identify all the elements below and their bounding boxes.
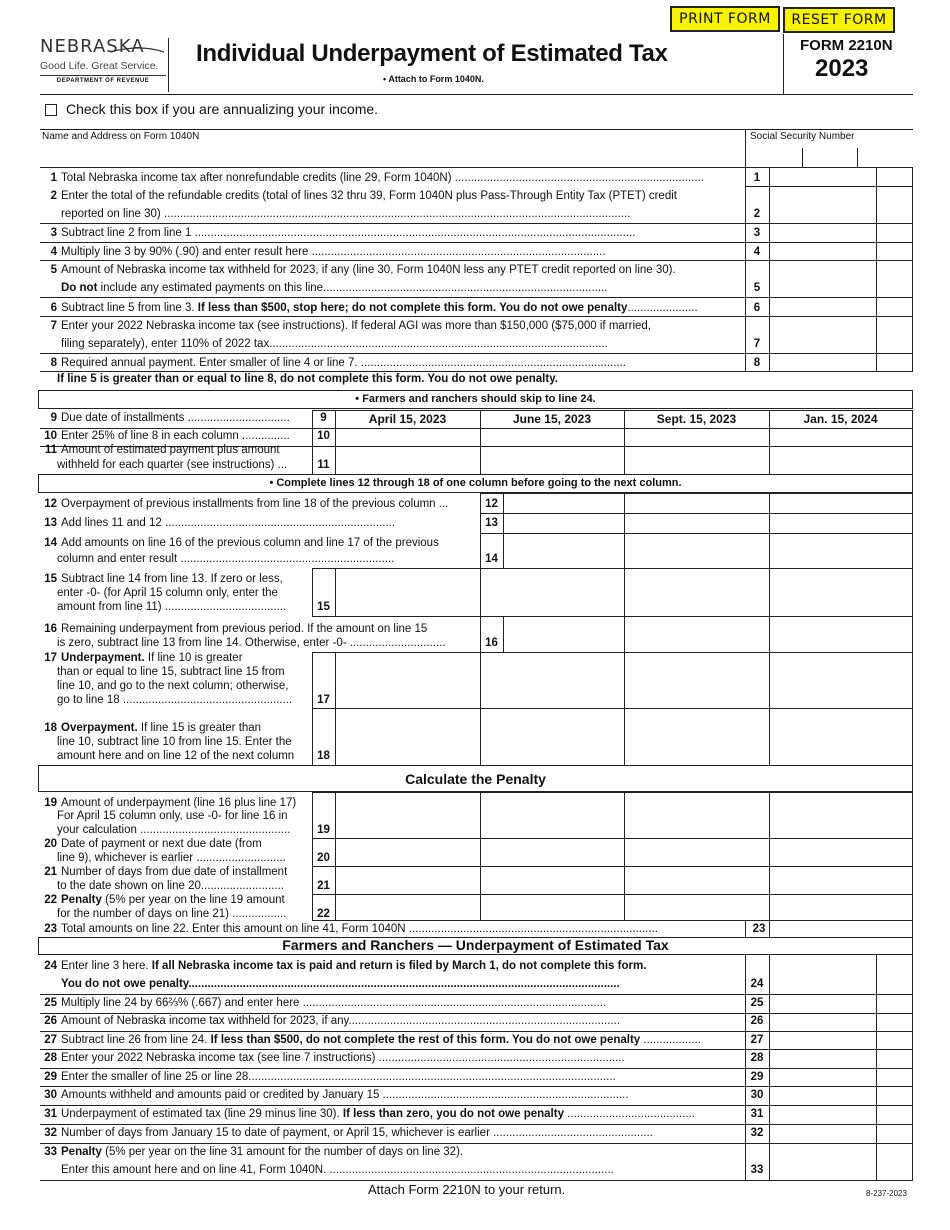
line-8-row bbox=[40, 357, 743, 369]
line-22-text-cont bbox=[57, 908, 310, 920]
line-box-15: 15 bbox=[317, 601, 330, 613]
line-text: Enter 25% of line 8 in each column ............... bbox=[61, 430, 290, 442]
amount-field-line-24[interactable] bbox=[770, 975, 875, 993]
line-21-field-col-1[interactable] bbox=[336, 867, 479, 893]
amount-field-line-26[interactable] bbox=[770, 1012, 875, 1030]
line-text: for the number of days on line 21) ................. bbox=[57, 908, 287, 920]
cents-field-line-24[interactable] bbox=[877, 975, 912, 993]
amount-field-line-30[interactable] bbox=[770, 1086, 875, 1104]
line-number: 14 bbox=[44, 537, 57, 549]
line-text: go to line 18 ..................................................... bbox=[57, 694, 293, 706]
line-number: 1 bbox=[50, 172, 57, 184]
line-16-row bbox=[40, 623, 460, 635]
line-11-field-col-4[interactable] bbox=[770, 447, 911, 473]
line-11-row bbox=[40, 444, 310, 456]
line-22-field-col-4[interactable] bbox=[770, 895, 911, 919]
line-11-field-col-1[interactable] bbox=[336, 447, 479, 473]
line-box-14: 14 bbox=[485, 553, 498, 565]
line-text: For April 15 column only, use -0- for line 16 in bbox=[57, 810, 288, 822]
line-16-field-col-3[interactable] bbox=[770, 617, 911, 651]
cents-field-line-3[interactable] bbox=[877, 224, 912, 242]
amount-field-line-7[interactable] bbox=[770, 335, 875, 353]
line-number: 21 bbox=[44, 866, 57, 878]
line-box-23: 23 bbox=[752, 923, 766, 935]
line-number: 6 bbox=[50, 302, 57, 314]
line-text-cont: withheld for each quarter (see instructions) ... bbox=[57, 459, 288, 471]
line-24-row bbox=[40, 978, 743, 990]
due-date-3: Sept. 15, 2023 bbox=[656, 412, 737, 426]
line-17-text-cont bbox=[57, 680, 295, 692]
line-text: Add lines 11 and 12 ........................................................................ bbox=[61, 517, 396, 529]
line-5-row bbox=[40, 282, 743, 294]
cents-field-line-5[interactable] bbox=[877, 279, 912, 297]
line-text: Subtract line 14 from line 13. If zero or less, bbox=[61, 573, 283, 585]
logo-dept: DEPARTMENT OF REVENUE bbox=[56, 78, 150, 84]
line-number: 7 bbox=[50, 320, 57, 332]
reset-form-button[interactable]: RESET FORM bbox=[783, 7, 895, 33]
line-number: 17 bbox=[44, 652, 57, 664]
attach-note: • Attach to Form 1040N. bbox=[383, 74, 484, 84]
line-number: 16 bbox=[44, 623, 57, 635]
line-29-row bbox=[40, 1071, 743, 1083]
line-15-text-cont bbox=[57, 587, 295, 599]
line-text: Number of days from January 15 to date of payment, or April 15, whichever is earlier .................................................. bbox=[61, 1127, 653, 1139]
line-20-row bbox=[40, 838, 310, 850]
line-number: 33 bbox=[44, 1146, 57, 1158]
line-17-row bbox=[40, 652, 295, 664]
line-number: 11 bbox=[44, 444, 57, 456]
amount-field-line-4[interactable] bbox=[770, 243, 875, 261]
line-text: Remaining underpayment from previous period. If the amount on line 15 bbox=[61, 623, 428, 635]
line-number: 18 bbox=[44, 722, 57, 734]
line-13-field-col-3[interactable] bbox=[770, 514, 911, 532]
line-text: line 9), whichever is earlier ............................ bbox=[57, 852, 286, 864]
line-14-field-col-1[interactable] bbox=[504, 534, 623, 567]
amount-field-line-5[interactable] bbox=[770, 279, 875, 297]
line-bold: Penalty bbox=[61, 894, 102, 906]
line-number: 25 bbox=[44, 997, 57, 1009]
line-18-field-col-2[interactable] bbox=[481, 709, 623, 764]
line-text: Enter the smaller of line 25 or line 28................................................................................................................... bbox=[61, 1071, 616, 1083]
line-number: 32 bbox=[44, 1127, 57, 1139]
amount-field-line-1[interactable] bbox=[770, 169, 875, 187]
form-id: FORM 2210N bbox=[800, 37, 893, 54]
line-19-field-col-3[interactable] bbox=[625, 793, 768, 837]
line-box-11: 11 bbox=[317, 459, 330, 471]
line-19-field-col-4[interactable] bbox=[770, 793, 911, 837]
line-text: Overpayment of previous installments from line 18 of the previous column ... bbox=[61, 498, 449, 510]
line-box-30: 30 bbox=[750, 1089, 764, 1101]
line-22-field-col-3[interactable] bbox=[625, 895, 768, 919]
line-8-note: If line 5 is greater than or equal to line 8, do not complete this form. You do not owe penalty. bbox=[57, 373, 558, 385]
line-6-row bbox=[40, 302, 743, 314]
cents-field-line-33[interactable] bbox=[877, 1161, 912, 1179]
line-12-field-col-2[interactable] bbox=[625, 494, 768, 512]
line-number: 27 bbox=[44, 1034, 57, 1046]
line-28-row bbox=[40, 1052, 743, 1064]
farmers-skip-text: • Farmers and ranchers should skip to line 24. bbox=[355, 393, 596, 405]
line-11-field-col-2[interactable] bbox=[481, 447, 623, 473]
due-date-4: Jan. 15, 2024 bbox=[803, 412, 878, 426]
line-box-10: 10 bbox=[317, 430, 330, 442]
line-17-field-col-1[interactable] bbox=[336, 653, 479, 707]
cents-field-line-30[interactable] bbox=[877, 1086, 912, 1104]
line-text: amount here and on line 12 of the next column bbox=[57, 750, 295, 762]
line-10-field-col-3[interactable] bbox=[625, 429, 768, 445]
line-22-field-col-2[interactable] bbox=[481, 895, 623, 919]
page-title: Individual Underpayment of Estimated Tax bbox=[196, 40, 668, 67]
line-10-row bbox=[40, 430, 310, 442]
line-16-field-col-1[interactable] bbox=[504, 617, 623, 651]
line-box-7: 7 bbox=[753, 338, 761, 350]
line-4-row bbox=[40, 246, 743, 258]
line-20-field-col-4[interactable] bbox=[770, 839, 911, 865]
line-21-row bbox=[40, 866, 310, 878]
line-17-field-col-3[interactable] bbox=[625, 653, 768, 707]
line-7-row bbox=[40, 338, 743, 350]
line-10-field-col-1[interactable] bbox=[336, 429, 479, 445]
line-2-row bbox=[40, 208, 743, 220]
line-text: than or equal to line 15, subtract line 15 from bbox=[57, 666, 285, 678]
line-text: your calculation ............................................... bbox=[57, 824, 291, 836]
line-number: 26 bbox=[44, 1015, 57, 1027]
line-17-field-col-2[interactable] bbox=[481, 653, 623, 707]
line-text: Total Nebraska income tax after nonrefundable credits (line 29, Form 1040N) .............................................................................. bbox=[61, 172, 704, 184]
line-box-24: 24 bbox=[750, 978, 764, 990]
amount-field-line-27[interactable] bbox=[770, 1031, 875, 1049]
logo-text: NEBRASKA bbox=[40, 36, 145, 57]
line-13-field-col-1[interactable] bbox=[504, 514, 623, 532]
line-number: 22 bbox=[44, 894, 57, 906]
line-text: Date of payment or next due date (from bbox=[61, 838, 262, 850]
logo-swoosh-icon bbox=[40, 46, 166, 56]
line-32-row bbox=[40, 1127, 743, 1139]
line-10-field-col-4[interactable] bbox=[770, 429, 911, 445]
line-text: Enter line 3 here. If all Nebraska income tax is paid and return is filed by March 1, do not complete this form. bbox=[61, 960, 647, 972]
line-number: 4 bbox=[50, 246, 57, 258]
line-box-4: 4 bbox=[753, 246, 761, 258]
cents-field-line-7[interactable] bbox=[877, 335, 912, 353]
line-text: (5% per year on the line 19 amount bbox=[101, 894, 285, 906]
line-33-row bbox=[40, 1146, 743, 1158]
amount-field-line-25[interactable] bbox=[770, 994, 875, 1012]
line-text: Subtract line 5 from line 3. If less than $500, stop here; do not complete this form. You do not owe penalty...................... bbox=[61, 302, 698, 314]
line-text: Enter this amount here and on line 41, Form 1040N. ......................................................................................... bbox=[61, 1164, 614, 1176]
line-24-row bbox=[40, 960, 743, 972]
line-box-1: 1 bbox=[753, 172, 761, 184]
line-15-row bbox=[40, 573, 295, 585]
line-number: 24 bbox=[44, 960, 57, 972]
line-text: amount from line 11) ...................................... bbox=[57, 601, 287, 613]
line-box-20: 20 bbox=[317, 852, 330, 864]
cents-field-line-1[interactable] bbox=[877, 169, 912, 187]
line-box-21: 21 bbox=[317, 880, 330, 892]
line-text: Enter your 2022 Nebraska income tax (see line 7 instructions) ............................................................................. bbox=[61, 1052, 625, 1064]
line-23-row bbox=[40, 923, 745, 935]
line-20-field-col-1[interactable] bbox=[336, 839, 479, 865]
line-box-3: 3 bbox=[753, 227, 761, 239]
line-box-27: 27 bbox=[750, 1034, 764, 1046]
line-18-text-cont bbox=[57, 736, 295, 748]
line-text: is zero, subtract line 13 from line 14. Otherwise, enter -0- .............................. bbox=[57, 637, 446, 649]
line-15-field-col-4[interactable] bbox=[770, 569, 911, 615]
line-20-field-col-3[interactable] bbox=[625, 839, 768, 865]
line-12-row bbox=[40, 498, 460, 510]
line-text: Amounts withheld and amounts paid or credited by January 15 ............................................................................. bbox=[61, 1089, 629, 1101]
line-text: Enter the total of the refundable credits (total of lines 32 thru 39, Form 1040N plus Pass-Through Entity Tax (PTET) credit bbox=[61, 190, 677, 202]
line-box-18: 18 bbox=[317, 750, 330, 762]
cents-field-line-29[interactable] bbox=[877, 1068, 912, 1086]
line-21-field-col-4[interactable] bbox=[770, 867, 911, 893]
amount-field-line-31[interactable] bbox=[770, 1105, 875, 1123]
line-23-total-field[interactable] bbox=[770, 920, 912, 937]
line-14-text-cont bbox=[57, 553, 460, 565]
line-12-field-col-1[interactable] bbox=[504, 494, 623, 512]
line-2-row bbox=[40, 190, 743, 202]
amount-field-line-33[interactable] bbox=[770, 1161, 875, 1179]
line-31-row bbox=[40, 1108, 743, 1120]
line-text: You do not owe penalty....................................................................................................................................... bbox=[61, 978, 620, 990]
line-box-31: 31 bbox=[750, 1108, 764, 1120]
line-22-field-col-1[interactable] bbox=[336, 895, 479, 919]
line-text: Amount of estimated payment plus amount bbox=[61, 444, 280, 456]
line-number: 31 bbox=[44, 1108, 57, 1120]
name-address-field[interactable] bbox=[40, 143, 744, 167]
line-text: enter -0- (for April 15 column only, enter the bbox=[57, 587, 278, 599]
line-number: 3 bbox=[50, 227, 57, 239]
line-text: Required annual payment. Enter smaller of line 4 or line 7. ................................................................................... bbox=[61, 357, 626, 369]
line-14-row bbox=[40, 537, 460, 549]
line-22-row bbox=[40, 894, 310, 906]
line-text: line 10, and go to the next column; otherwise, bbox=[57, 680, 289, 692]
line-box-22: 22 bbox=[317, 908, 330, 920]
line-1-row bbox=[40, 172, 743, 184]
line-27-row bbox=[40, 1034, 743, 1046]
line-number: 13 bbox=[44, 517, 57, 529]
line-number: 28 bbox=[44, 1052, 57, 1064]
line-15-field-col-3[interactable] bbox=[625, 569, 768, 615]
line-text: column and enter result ................................................................... bbox=[57, 553, 395, 565]
line-11-field-col-3[interactable] bbox=[625, 447, 768, 473]
line-box-12: 12 bbox=[485, 498, 498, 510]
line-text: Amount of underpayment (line 16 plus line 17) bbox=[61, 797, 297, 809]
line-number: 10 bbox=[44, 430, 57, 442]
line-3-row bbox=[40, 227, 743, 239]
amount-field-line-2[interactable] bbox=[770, 205, 875, 223]
line-box-16: 16 bbox=[485, 637, 498, 649]
line-text: Due date of installments ................................ bbox=[61, 412, 290, 424]
line-text: line 10, subtract line 10 from line 15. Enter the bbox=[57, 736, 292, 748]
line-30-row bbox=[40, 1089, 743, 1101]
cents-field-line-25[interactable] bbox=[877, 994, 912, 1012]
line-text: Subtract line 26 from line 24. If less than $500, do not complete the rest of this form. You do not owe penalty .................. bbox=[61, 1034, 701, 1046]
line-text: Multiply line 24 by 66⅔% (.667) and enter here ............................................................................................... bbox=[61, 997, 607, 1009]
line-13-field-col-2[interactable] bbox=[625, 514, 768, 532]
line-16-text-cont bbox=[57, 637, 460, 649]
line-box-13: 13 bbox=[485, 517, 498, 529]
line-26-row bbox=[40, 1015, 743, 1027]
line-18-row bbox=[40, 722, 295, 734]
line-box-2: 2 bbox=[753, 208, 761, 220]
line-text: If line 10 is greater bbox=[144, 652, 243, 664]
logo-tagline: Good Life. Great Service. bbox=[40, 60, 159, 72]
line-number: 15 bbox=[44, 573, 57, 585]
line-7-row bbox=[40, 320, 743, 332]
line-box-19: 19 bbox=[317, 824, 330, 836]
line-17-field-col-4[interactable] bbox=[770, 653, 911, 707]
line-text: to the date shown on line 20.......................... bbox=[57, 880, 284, 892]
form-year: 2023 bbox=[815, 55, 869, 82]
line-15-text-cont bbox=[57, 601, 295, 613]
line-18-field-col-3[interactable] bbox=[625, 709, 768, 764]
line-18-field-col-4[interactable] bbox=[770, 709, 911, 764]
cents-field-line-32[interactable] bbox=[877, 1124, 912, 1142]
due-date-1: April 15, 2023 bbox=[368, 412, 447, 426]
line-number: 19 bbox=[44, 797, 57, 809]
line-number: 23 bbox=[44, 923, 57, 935]
line-text: Do not include any estimated payments on this line......................................................................................... bbox=[61, 282, 608, 294]
line-13-row bbox=[40, 517, 460, 529]
line-17-text-cont bbox=[57, 694, 295, 706]
cents-field-line-6[interactable] bbox=[877, 299, 912, 317]
line-text: Enter your 2022 Nebraska income tax (see instructions). If federal AGI was more than $150,000 ($75,000 if married, bbox=[61, 320, 651, 332]
line-19-row bbox=[40, 797, 310, 809]
line-19-text-cont bbox=[57, 824, 310, 836]
line-text: Amount of Nebraska income tax withheld for 2023, if any..................................................................................... bbox=[61, 1015, 621, 1027]
line-33-row bbox=[40, 1164, 743, 1176]
form-code: 8-237-2023 bbox=[866, 1189, 907, 1198]
line-20-field-col-2[interactable] bbox=[481, 839, 623, 865]
line-box-6: 6 bbox=[753, 302, 761, 314]
line-box-25: 25 bbox=[750, 997, 764, 1009]
annualize-label: Check this box if you are annualizing your income. bbox=[66, 101, 379, 117]
line-text: Subtract line 2 from line 1 .......................................................................................................................................... bbox=[61, 227, 636, 239]
print-form-button[interactable]: PRINT FORM bbox=[670, 6, 780, 32]
amount-field-line-8[interactable] bbox=[770, 354, 875, 372]
line-15-field-col-1[interactable] bbox=[336, 569, 479, 615]
line-text: Penalty (5% per year on the line 31 amount for the number of days on line 32). bbox=[61, 1146, 464, 1158]
line-number: 12 bbox=[44, 498, 57, 510]
line-text: filing separately), enter 110% of 2022 tax.......................................................................................................... bbox=[61, 338, 608, 350]
line-15-field-col-2[interactable] bbox=[481, 569, 623, 615]
line-number: 29 bbox=[44, 1071, 57, 1083]
annualize-checkbox[interactable] bbox=[45, 104, 57, 116]
line-19-field-col-1[interactable] bbox=[336, 793, 479, 837]
line-box-29: 29 bbox=[750, 1071, 764, 1083]
line-20-text-cont bbox=[57, 852, 310, 864]
line-5-row bbox=[40, 264, 743, 276]
line-bold: Underpayment. bbox=[61, 652, 145, 664]
line-21-field-col-2[interactable] bbox=[481, 867, 623, 893]
line-18-text-cont bbox=[57, 750, 295, 762]
line-box-33: 33 bbox=[750, 1164, 764, 1176]
complete-note-text: • Complete lines 12 through 18 of one column before going to the next column. bbox=[269, 477, 682, 489]
amount-field-line-28[interactable] bbox=[770, 1049, 875, 1067]
line-number: 5 bbox=[50, 264, 57, 276]
line-box-17: 17 bbox=[317, 694, 330, 706]
nebraska-logo bbox=[40, 36, 166, 92]
line-text: Amount of Nebraska income tax withheld for 2023, if any (line 30, Form 1040N less any PTET credit reported on line 30). bbox=[61, 264, 676, 276]
attach-footer: Attach Form 2210N to your return. bbox=[368, 1182, 566, 1197]
ssn-field[interactable] bbox=[748, 147, 912, 167]
line-number: 9 bbox=[50, 412, 57, 424]
cents-field-line-8[interactable] bbox=[877, 354, 912, 372]
line-21-text-cont bbox=[57, 880, 310, 892]
line-box-9: 9 bbox=[320, 412, 327, 424]
cents-field-line-26[interactable] bbox=[877, 1012, 912, 1030]
line-18-field-col-1[interactable] bbox=[336, 709, 479, 764]
line-17-text-cont bbox=[57, 666, 295, 678]
name-label: Name and Address on Form 1040N bbox=[42, 131, 200, 142]
line-12-field-col-3[interactable] bbox=[770, 494, 911, 512]
line-number: 20 bbox=[44, 838, 57, 850]
line-14-field-col-2[interactable] bbox=[625, 534, 768, 567]
line-16-field-col-2[interactable] bbox=[625, 617, 768, 651]
line-21-field-col-3[interactable] bbox=[625, 867, 768, 893]
line-text: reported on line 30) .................................................................................................................................................. bbox=[61, 208, 631, 220]
line-text: Add amounts on line 16 of the previous column and line 17 of the previous bbox=[61, 537, 439, 549]
line-text: Total amounts on line 22. Enter this amount on line 41, Form 1040N .............................................................................. bbox=[61, 923, 658, 935]
cents-field-line-31[interactable] bbox=[877, 1105, 912, 1123]
line-10-field-col-2[interactable] bbox=[481, 429, 623, 445]
line-25-row bbox=[40, 997, 743, 1009]
line-box-28: 28 bbox=[750, 1052, 764, 1064]
line-number: 2 bbox=[50, 190, 57, 202]
amount-field-line-6[interactable] bbox=[770, 299, 875, 317]
amount-field-line-3[interactable] bbox=[770, 224, 875, 242]
amount-field-line-29[interactable] bbox=[770, 1068, 875, 1086]
line-text: Underpayment of estimated tax (line 29 minus line 30). If less than zero, you do not owe penalty ........................................ bbox=[61, 1108, 695, 1120]
line-number: 8 bbox=[50, 357, 57, 369]
line-14-field-col-3[interactable] bbox=[770, 534, 911, 567]
amount-field-line-32[interactable] bbox=[770, 1124, 875, 1142]
line-box-5: 5 bbox=[753, 282, 761, 294]
cents-field-line-28[interactable] bbox=[877, 1049, 912, 1067]
line-box-8: 8 bbox=[753, 357, 761, 369]
line-box-26: 26 bbox=[750, 1015, 764, 1027]
cents-field-line-4[interactable] bbox=[877, 243, 912, 261]
line-number: 30 bbox=[44, 1089, 57, 1101]
line-text: If line 15 is greater than bbox=[137, 722, 262, 734]
cents-field-line-27[interactable] bbox=[877, 1031, 912, 1049]
line-text: Number of days from due date of installment bbox=[61, 866, 288, 878]
cents-field-line-2[interactable] bbox=[877, 205, 912, 223]
line-19-field-col-2[interactable] bbox=[481, 793, 623, 837]
line-text: Multiply line 3 by 90% (.90) and enter result here ............................................................................................ bbox=[61, 246, 606, 258]
ssn-label: Social Security Number bbox=[750, 131, 855, 142]
line-9-row bbox=[40, 412, 310, 424]
farmers-title: Farmers and Ranchers — Underpayment of Estimated Tax bbox=[282, 937, 669, 953]
penalty-title: Calculate the Penalty bbox=[405, 771, 546, 787]
line-bold: Overpayment. bbox=[61, 722, 138, 734]
line-19-text-cont bbox=[57, 810, 310, 822]
due-date-2: June 15, 2023 bbox=[512, 412, 592, 426]
line-box-32: 32 bbox=[750, 1127, 764, 1139]
